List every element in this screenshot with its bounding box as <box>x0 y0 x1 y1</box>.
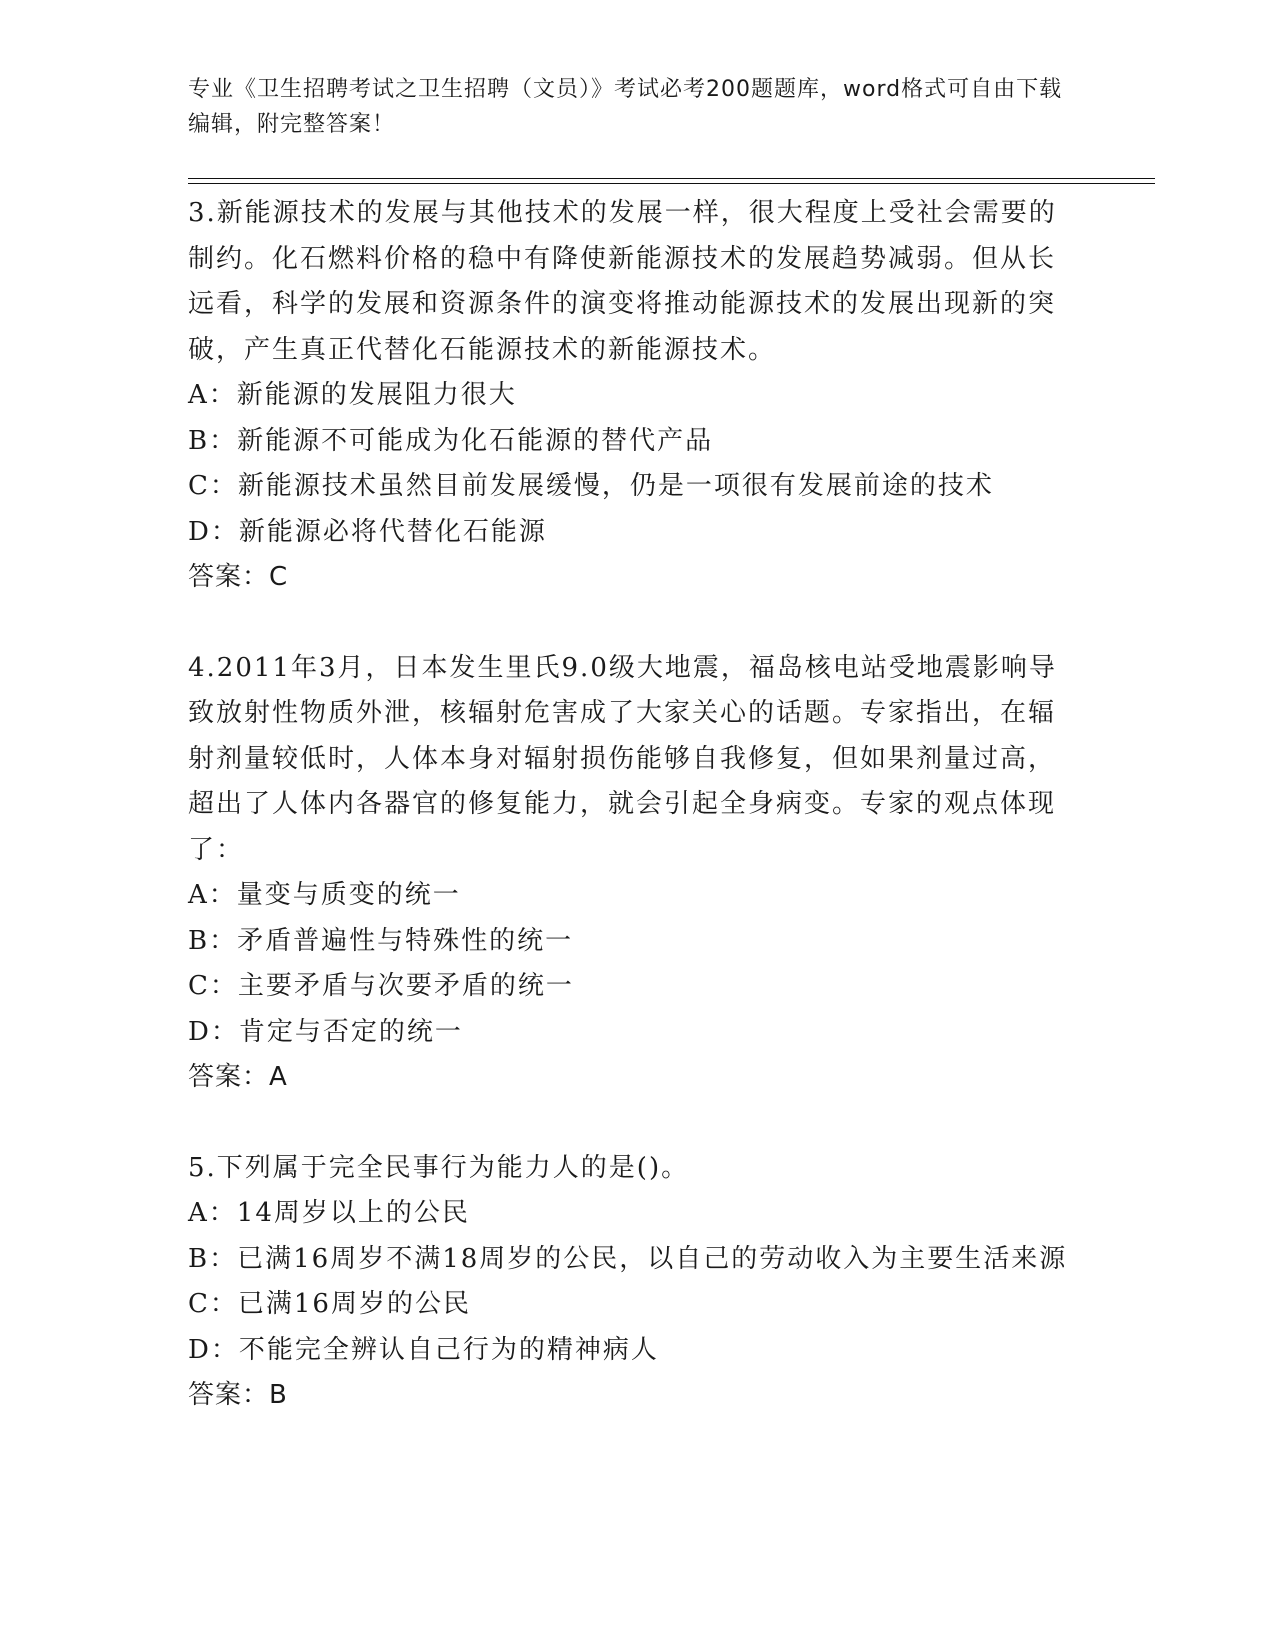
question-5 <box>188 1146 1068 1419</box>
option-b: B：已满16周岁不满18周岁的公民，以自己的劳动收入为主要生活来源 <box>188 1243 1068 1274</box>
question-stem: 3.新能源技术的发展与其他技术的发展一样，很大程度上受社会需要的制约。化石燃料价格的稳中有降使新能源技术的发展趋势减弱。但从长远看，科学的发展和资源条件的演变将推动能源技术的发展出现新的突破，产生真正代替化石能源技术的新能源技术。 <box>188 198 1057 365</box>
option-c: C：主要矛盾与次要矛盾的统一 <box>188 971 574 1001</box>
question-4 <box>188 646 1068 1101</box>
answer: 答案：C <box>188 562 289 592</box>
option-d: D：不能完全辨认自己行为的精神病人 <box>188 1334 659 1365</box>
header-rule-top <box>188 178 1155 179</box>
answer: 答案：B <box>188 1380 288 1410</box>
question-stem: 5.下列属于完全民事行为能力人的是()。 <box>188 1152 690 1183</box>
document-header: 专业《卫生招聘考试之卫生招聘（文员）》考试必考200题题库，word格式可自由下载编辑，附完整答案！ <box>188 77 1063 137</box>
answer: 答案：A <box>188 1062 288 1092</box>
header-rule-bottom <box>188 183 1155 184</box>
option-c: C：新能源技术虽然目前发展缓慢，仍是一项很有发展前途的技术 <box>188 471 994 501</box>
question-3 <box>188 191 1068 601</box>
option-a: A：14周岁以上的公民 <box>188 1198 470 1228</box>
option-b: B：矛盾普遍性与特殊性的统一 <box>188 925 574 956</box>
option-c: C：已满16周岁的公民 <box>188 1289 471 1319</box>
option-a: A：量变与质变的统一 <box>188 880 461 910</box>
question-list <box>188 188 1068 1464</box>
option-a: A：新能源的发展阻力很大 <box>188 380 517 410</box>
question-stem: 4.2011年3月，日本发生里氏9.0级大地震，福岛核电站受地震影响导致放射性物质外泄，核辐射危害成了大家关心的话题。专家指出，在辐射剂量较低时，人体本身对辐射损伤能够自我修复，但如果剂量过高，超出了人体内各器官的修复能力，就会引起全身病变。专家的观点体现了： <box>188 652 1057 865</box>
option-d: D：肯定与否定的统一 <box>188 1016 463 1047</box>
option-d: D：新能源必将代替化石能源 <box>188 516 547 547</box>
option-b: B：新能源不可能成为化石能源的替代产品 <box>188 425 714 456</box>
